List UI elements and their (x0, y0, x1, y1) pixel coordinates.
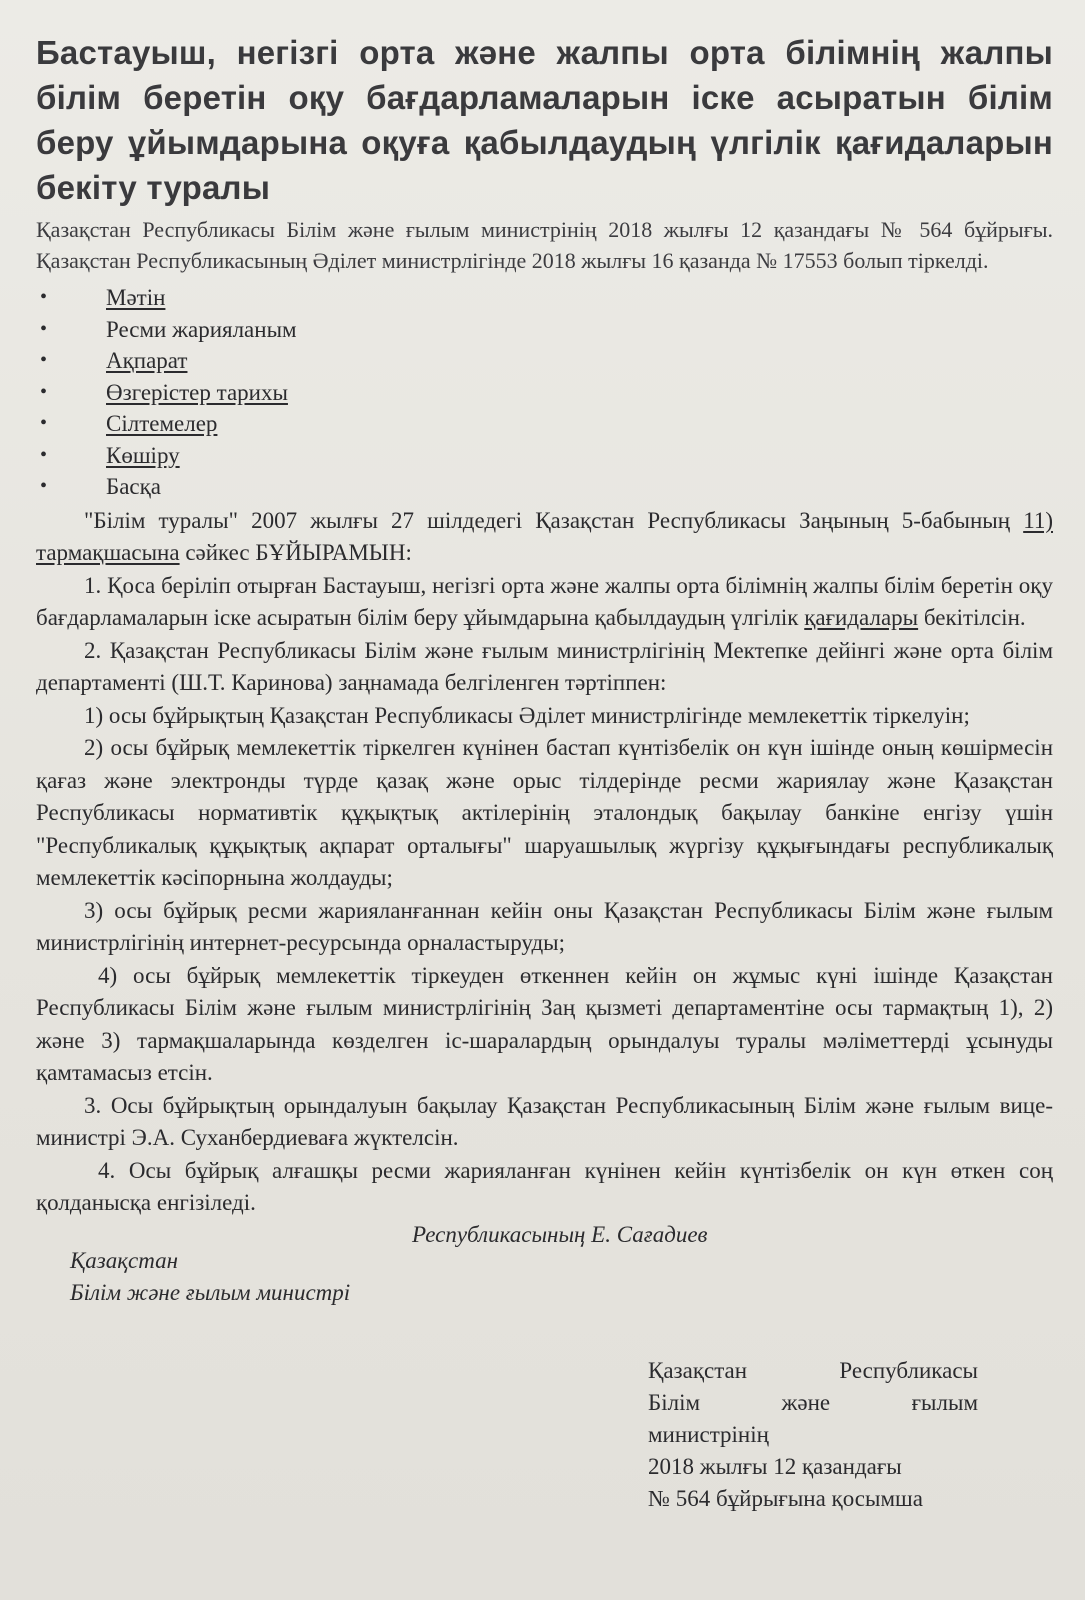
paragraph-2: 2. Қазақстан Республикасы Білім және ғылым министрлігінің Мектепке дейінгі және орта білім департаменті (Ш.Т. Каринова) заңнамада белгіленген тәртіппен: (36, 637, 1053, 695)
paragraph-1 (36, 570, 1053, 635)
appendix-word: Қазақстан (648, 1358, 748, 1383)
preamble-link[interactable]: 11) тармақшасына (36, 507, 1053, 565)
tab-official-publication (36, 314, 1053, 346)
tab-label: Басқа (106, 474, 162, 499)
appendix-line (648, 1355, 978, 1387)
document-tabs (36, 282, 1053, 503)
subparagraph-2-1: 1) осы бұйрықтың Қазақстан Республикасы Әділет министрлігінде мемлекеттік тіркелуін; (84, 702, 970, 728)
appendix-line: 2018 жылғы 12 қазандағы (648, 1454, 902, 1479)
signature-name: Республикасының Е. Сағадиев (412, 1221, 708, 1247)
subparagraph-2-4: 4) осы бұйрық мемлекеттік тіркеуден өткеннен кейін он жұмыс күні ішінде Қазақстан Республикасы Білім және ғылым министрлігінің Заң қызметі департаментіне осы тармақтың 1), 2) және 3) тармақшаларында көзделген іс-шаралардың орындалуы туралы мәліметтерді ұсынуды қамтамасыз етсін. (36, 962, 1053, 1085)
bullet-icon: • (40, 286, 48, 308)
paragraph-3: 3. Осы бұйрықтың орындалуын бақылау Қазақстан Республикасының Білім және ғылым вице-министрі Э.А. Суханбердиеваға жүктелсін. (36, 1092, 1053, 1150)
bullet-icon: • (40, 412, 48, 434)
appendix-line: № 564 бұйрығына қосымша (648, 1486, 923, 1511)
appendix-line: министрінің (648, 1422, 769, 1447)
preamble-text: "Білім туралы" 2007 жылғы 27 шілдедегі Қазақстан Республикасы Заңының 5-бабының (84, 507, 1024, 533)
appendix-word: және (781, 1390, 831, 1415)
bullet-icon: • (40, 349, 48, 371)
paragraph-1-text: 1. Қоса беріліп отырған Бастауыш, негізгі орта және жалпы орта білімнің жалпы білім беретін оқу бағдарламаларын іске асыратын білім беру ұйымдарына қабылдаудың үлгілік (36, 572, 1053, 630)
preamble-text-end: сәйкес БҰЙЫРАМЫН: (179, 540, 412, 565)
appendix-word: ғылым (911, 1390, 978, 1415)
bullet-icon: • (40, 380, 48, 403)
document-subtitle: Қазақстан Республикасы Білім және ғылым министрінің 2018 жылғы 12 қазандағы № 564 бұйрығы. Қазақстан Республикасының Әділет министрлігінде 2018 жылғы 16 қазанда № 17553 болып тіркелді. (36, 217, 1053, 273)
paragraph-4: 4. Осы бұйрық алғашқы ресми жарияланған күнінен кейін күнтізбелік он күн өткен соң қолданысқа енгізіледі. (36, 1157, 1053, 1215)
signature-country: Қазақстан (70, 1247, 179, 1273)
bullet-icon: • (40, 475, 48, 497)
appendix-note (648, 1355, 978, 1515)
signature-block (36, 1222, 1053, 1312)
tab-label[interactable]: Сілтемелер (106, 411, 218, 436)
tab-info[interactable] (36, 345, 1053, 377)
tab-label[interactable]: Өзгерістер тарихы (106, 379, 288, 405)
rules-link[interactable]: қағидалары (804, 605, 919, 630)
tab-references[interactable] (36, 408, 1053, 440)
tab-text[interactable] (36, 282, 1053, 314)
subparagraph-2-3: 3) осы бұйрық ресми жарияланғаннан кейін оны Қазақстан Республикасы Білім және ғылым министрлігінің интернет-ресурсында орналастыруды; (36, 897, 1053, 955)
subparagraph-2-2: 2) осы бұйрық мемлекеттік тіркелген күнінен бастап күнтізбелік он күн ішінде оның көшірмесін қағаз және электронды түрде қазақ және орыс тілдерінде ресми жариялау және Қазақстан Республикасы нормативтік құқықтық актілерінің эталондық бақылау банкіне енгізу үшін "Республикалық құқықтық ақпарат орталығы" шаруашылық жүргізу құқығындағы республикалық мемлекеттік кәсіпорнына жолдауды; (36, 735, 1053, 890)
appendix-word: Республикасы (839, 1358, 978, 1383)
tab-label[interactable]: Көшіру (106, 442, 180, 468)
tab-label[interactable]: Мәтін (106, 285, 166, 310)
document-title: Бастауыш, негізгі орта және жалпы орта білімнің жалпы білім беретін оқу бағдарламаларын іске асыратын білім беру ұйымдарына оқуға қабылдаудың үлгілік қағидаларын бекіту туралы (36, 34, 1053, 206)
tab-label: Ресми жарияланым (106, 316, 297, 342)
signature-position: Білім және ғылым министрі (70, 1279, 351, 1305)
bullet-icon: • (40, 443, 48, 466)
preamble (36, 505, 1053, 570)
appendix-word: Білім (648, 1390, 701, 1415)
tab-history[interactable] (36, 377, 1053, 409)
tab-other (36, 471, 1053, 503)
tab-copy[interactable] (36, 440, 1053, 472)
appendix-line (648, 1387, 978, 1419)
tab-label[interactable]: Ақпарат (106, 348, 188, 373)
bullet-icon: • (40, 317, 48, 340)
paragraph-1-text-end: бекітілсін. (918, 605, 1026, 630)
